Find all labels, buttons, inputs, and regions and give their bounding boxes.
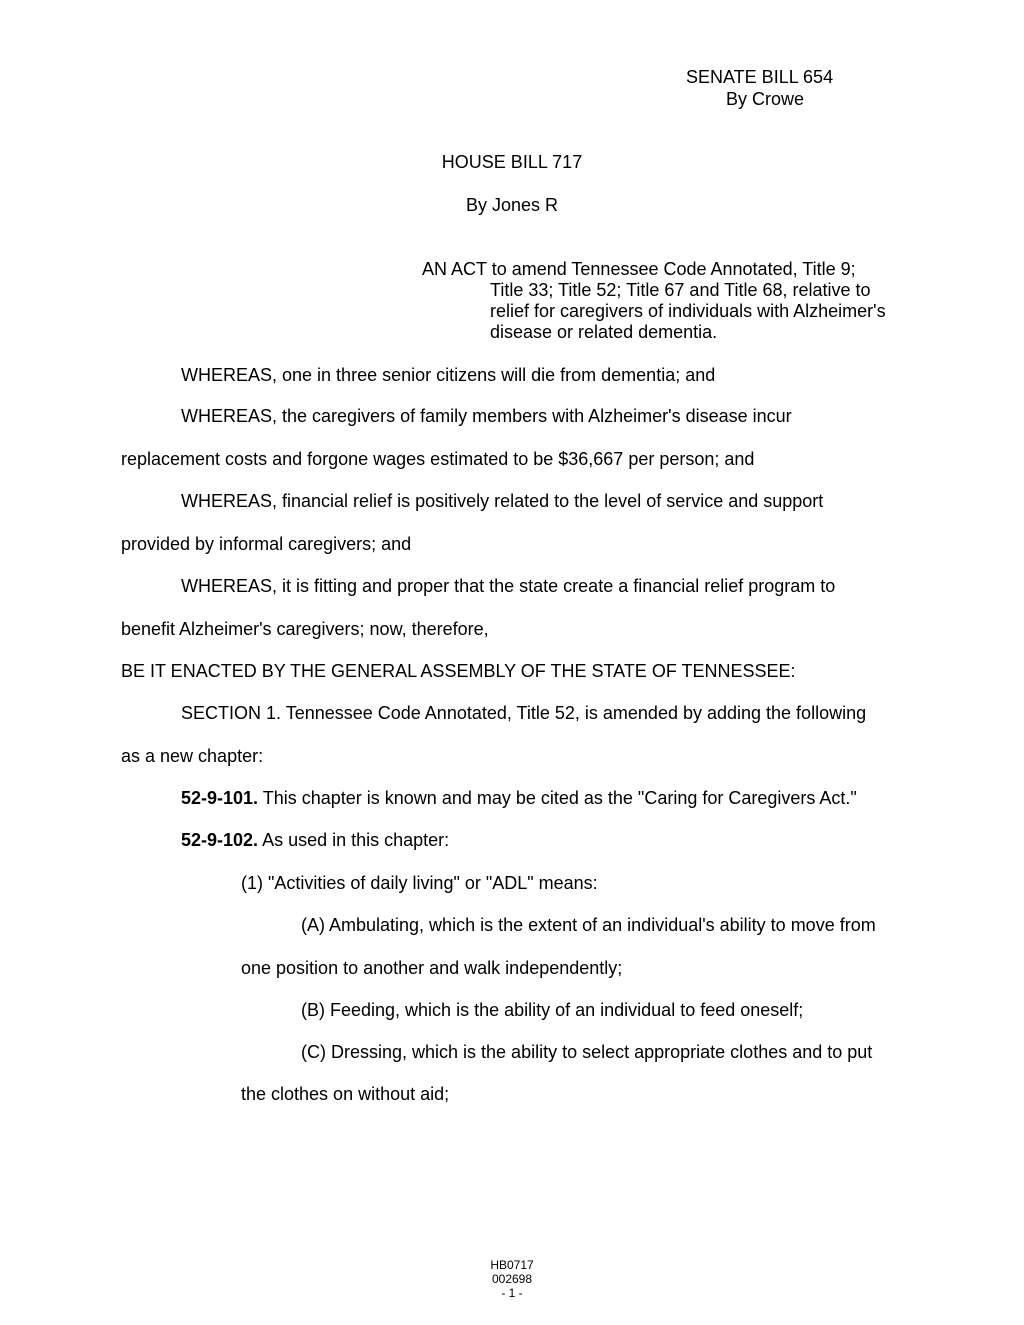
- senate-bill-number: SENATE BILL 654: [686, 67, 834, 87]
- section-text: As used in this chapter:: [258, 830, 450, 850]
- footer-bill-code: HB0717: [490, 1258, 534, 1272]
- section-1-cont: as a new chapter:: [121, 746, 264, 766]
- whereas-clause: WHEREAS, one in three senior citizens will die from dementia; and: [181, 365, 716, 385]
- house-bill-number: HOUSE BILL 717: [441, 152, 583, 172]
- section-52-9-102: [181, 830, 449, 851]
- whereas-clause-cont: replacement costs and forgone wages estimated to be $36,667 per person; and: [121, 449, 755, 469]
- caption-line: AN ACT to amend Tennessee Code Annotated, Title 9;: [422, 259, 856, 279]
- section-number: 52-9-102.: [181, 830, 259, 850]
- definition-a: (A) Ambulating, which is the extent of an individual's ability to move from: [301, 915, 876, 935]
- page-number: - 1 -: [501, 1286, 523, 1300]
- senate-bill-sponsor: By Crowe: [726, 89, 805, 109]
- section-number: 52-9-101.: [181, 788, 259, 808]
- enacting-clause: BE IT ENACTED BY THE GENERAL ASSEMBLY OF THE STATE OF TENNESSEE:: [121, 661, 796, 681]
- whereas-clause: WHEREAS, it is fitting and proper that the state create a financial relief program to: [181, 576, 836, 596]
- house-bill-sponsor: By Jones R: [465, 195, 559, 215]
- definition-a-cont: one position to another and walk independently;: [241, 958, 623, 978]
- definition-c: (C) Dressing, which is the ability to select appropriate clothes and to put: [301, 1042, 873, 1062]
- caption-line: disease or related dementia.: [490, 322, 718, 342]
- section-text: This chapter is known and may be cited as the "Caring for Caregivers Act.": [258, 788, 857, 808]
- whereas-clause: WHEREAS, financial relief is positively related to the level of service and support: [181, 491, 824, 511]
- section-1: SECTION 1. Tennessee Code Annotated, Title 52, is amended by adding the following: [181, 703, 867, 723]
- footer-doc-number: 002698: [491, 1272, 533, 1286]
- whereas-clause: WHEREAS, the caregivers of family members with Alzheimer's disease incur: [181, 406, 792, 426]
- definition-c-cont: the clothes on without aid;: [241, 1084, 450, 1104]
- caption-line: relief for caregivers of individuals with Alzheimer's: [490, 301, 886, 321]
- caption-line: Title 33; Title 52; Title 67 and Title 68, relative to: [490, 280, 871, 300]
- whereas-clause-cont: provided by informal caregivers; and: [121, 534, 412, 554]
- section-52-9-101: [181, 788, 857, 809]
- whereas-clause-cont: benefit Alzheimer's caregivers; now, therefore,: [121, 619, 489, 639]
- definition-1: (1) "Activities of daily living" or "ADL" means:: [241, 873, 598, 893]
- definition-b: (B) Feeding, which is the ability of an individual to feed oneself;: [301, 1000, 804, 1020]
